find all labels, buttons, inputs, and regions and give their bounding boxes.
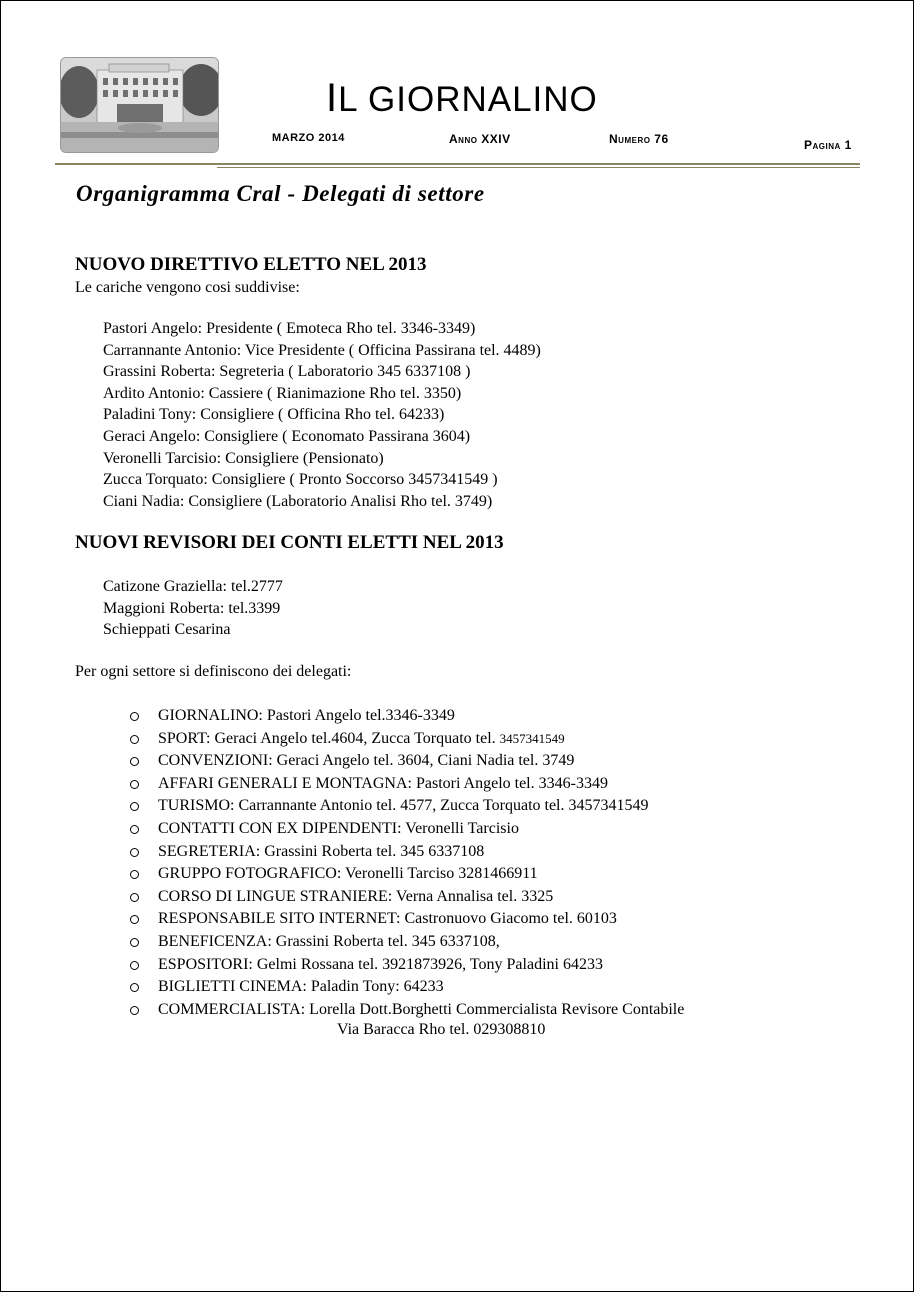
circle-bullet-icon [130, 983, 139, 992]
list-item [130, 886, 684, 909]
circle-bullet-icon [130, 780, 139, 789]
sector-text: GIORNALINO: Pastori Angelo tel.3346-3349 [158, 707, 455, 724]
list-item: Grassini Roberta: Segreteria ( Laboratorio 345 6337108 ) [103, 363, 471, 381]
building-photo [60, 57, 219, 153]
list-item: Maggioni Roberta: tel.3399 [103, 599, 281, 617]
sector-text: BIGLIETTI CINEMA: Paladin Tony: 64233 [158, 978, 444, 996]
list-item [130, 976, 684, 999]
sector-text: RESPONSABILE SITO INTERNET: Castronuovo Giacomo tel. 60103 [158, 910, 617, 928]
sector-text: ESPOSITORI: Gelmi Rossana tel. 3921873926, Tony Paladini 64233 [158, 955, 603, 973]
circle-bullet-icon [130, 735, 139, 744]
list-item: Pastori Angelo: Presidente ( Emoteca Rho tel. 3346-3349) [103, 320, 476, 337]
sector-text: CONTATTI CON EX DIPENDENTI: Veronelli Tarcisio [158, 819, 519, 837]
article-title: Organigramma Cral - Delegati di settore [76, 181, 485, 206]
sector-text: SEGRETERIA: Grassini Roberta tel. 345 6337108 [158, 842, 485, 860]
circle-bullet-icon [130, 802, 139, 811]
title-part-1: L G [338, 80, 397, 119]
list-item [130, 863, 684, 886]
sectors-intro: Per ogni settore si definiscono dei delegati: [75, 663, 352, 680]
commercialista-address: Via Baracca Rho tel. 029308810 [337, 1021, 546, 1038]
list-item [130, 773, 684, 796]
page-number: Pagina 1 [804, 138, 852, 152]
title-initial-1: I [326, 76, 339, 120]
list-item [130, 999, 684, 1022]
circle-bullet-icon [130, 893, 139, 902]
list-item: Schieppati Cesarina [103, 621, 231, 639]
issue-date: MARZO 2014 [272, 132, 345, 144]
board-intro: Le cariche vengono cosi suddivise: [75, 279, 300, 296]
sector-text: BENEFICENZA: Grassini Roberta tel. 345 6337108, [158, 932, 500, 950]
board-list [103, 318, 541, 512]
circle-bullet-icon [130, 825, 139, 834]
auditors-list [103, 576, 283, 641]
board-heading: NUOVO DIRETTIVO ELETTO NEL 2013 [75, 254, 427, 275]
circle-bullet-icon [130, 1006, 139, 1015]
header-divider [55, 163, 860, 165]
auditors-heading: NUOVI REVISORI DEI CONTI ELETTI NEL 2013 [75, 532, 504, 553]
list-item [130, 728, 684, 751]
sector-text: CONVENZIONI: Geraci Angelo tel. 3604, Ciani Nadia tel. 3749 [158, 752, 575, 770]
list-item: Ardito Antonio: Cassiere ( Rianimazione Rho tel. 3350) [103, 384, 462, 402]
list-item [130, 705, 684, 728]
list-item [130, 841, 684, 864]
list-item [130, 795, 684, 818]
list-item: Ciani Nadia: Consigliere (Laboratorio Analisi Rho tel. 3749) [103, 492, 493, 510]
sector-phone: 3457341549 [499, 730, 565, 746]
circle-bullet-icon [130, 961, 139, 970]
list-item [130, 954, 684, 977]
list-item [130, 818, 684, 841]
circle-bullet-icon [130, 870, 139, 879]
sector-text: SPORT: Geraci Angelo tel.4604, Zucca Torquato tel. [158, 729, 500, 747]
circle-bullet-icon [130, 848, 139, 857]
newspaper-title [326, 76, 598, 121]
circle-bullet-icon [130, 915, 139, 924]
sectors-list [130, 705, 684, 1021]
list-item [130, 750, 684, 773]
sector-text: GRUPPO FOTOGRAFICO: Veronelli Tarciso 3281466911 [158, 865, 538, 883]
sector-text: CORSO DI LINGUE STRANIERE: Verna Annalisa tel. 3325 [158, 887, 554, 905]
list-item: Veronelli Tarcisio: Consigliere (Pensionato) [103, 449, 384, 467]
issue-year: Anno XXIV [449, 132, 511, 146]
circle-bullet-icon [130, 938, 139, 947]
title-part-2: IORNALINO [396, 80, 598, 119]
circle-bullet-icon [130, 757, 139, 766]
list-item: Carrannante Antonio: Vice Presidente ( Officina Passirana tel. 4489) [103, 341, 541, 359]
list-item: Catizone Graziella: tel.2777 [103, 578, 283, 595]
issue-number: Numero 76 [609, 132, 669, 146]
header-divider-thin [217, 167, 860, 168]
list-item [130, 931, 684, 954]
sector-text: AFFARI GENERALI E MONTAGNA: Pastori Angelo tel. 3346-3349 [158, 774, 608, 792]
list-item: Paladini Tony: Consigliere ( Officina Rho tel. 64233) [103, 406, 445, 424]
sector-text: TURISMO: Carrannante Antonio tel. 4577, Zucca Torquato tel. 3457341549 [158, 797, 649, 815]
circle-bullet-icon [130, 712, 139, 721]
list-item: Geraci Angelo: Consigliere ( Economato Passirana 3604) [103, 427, 471, 445]
list-item: Zucca Torquato: Consigliere ( Pronto Soccorso 3457341549 ) [103, 471, 498, 489]
sector-text: COMMERCIALISTA: Lorella Dott.Borghetti Commercialista Revisore Contabile [158, 1000, 685, 1018]
list-item [130, 908, 684, 931]
